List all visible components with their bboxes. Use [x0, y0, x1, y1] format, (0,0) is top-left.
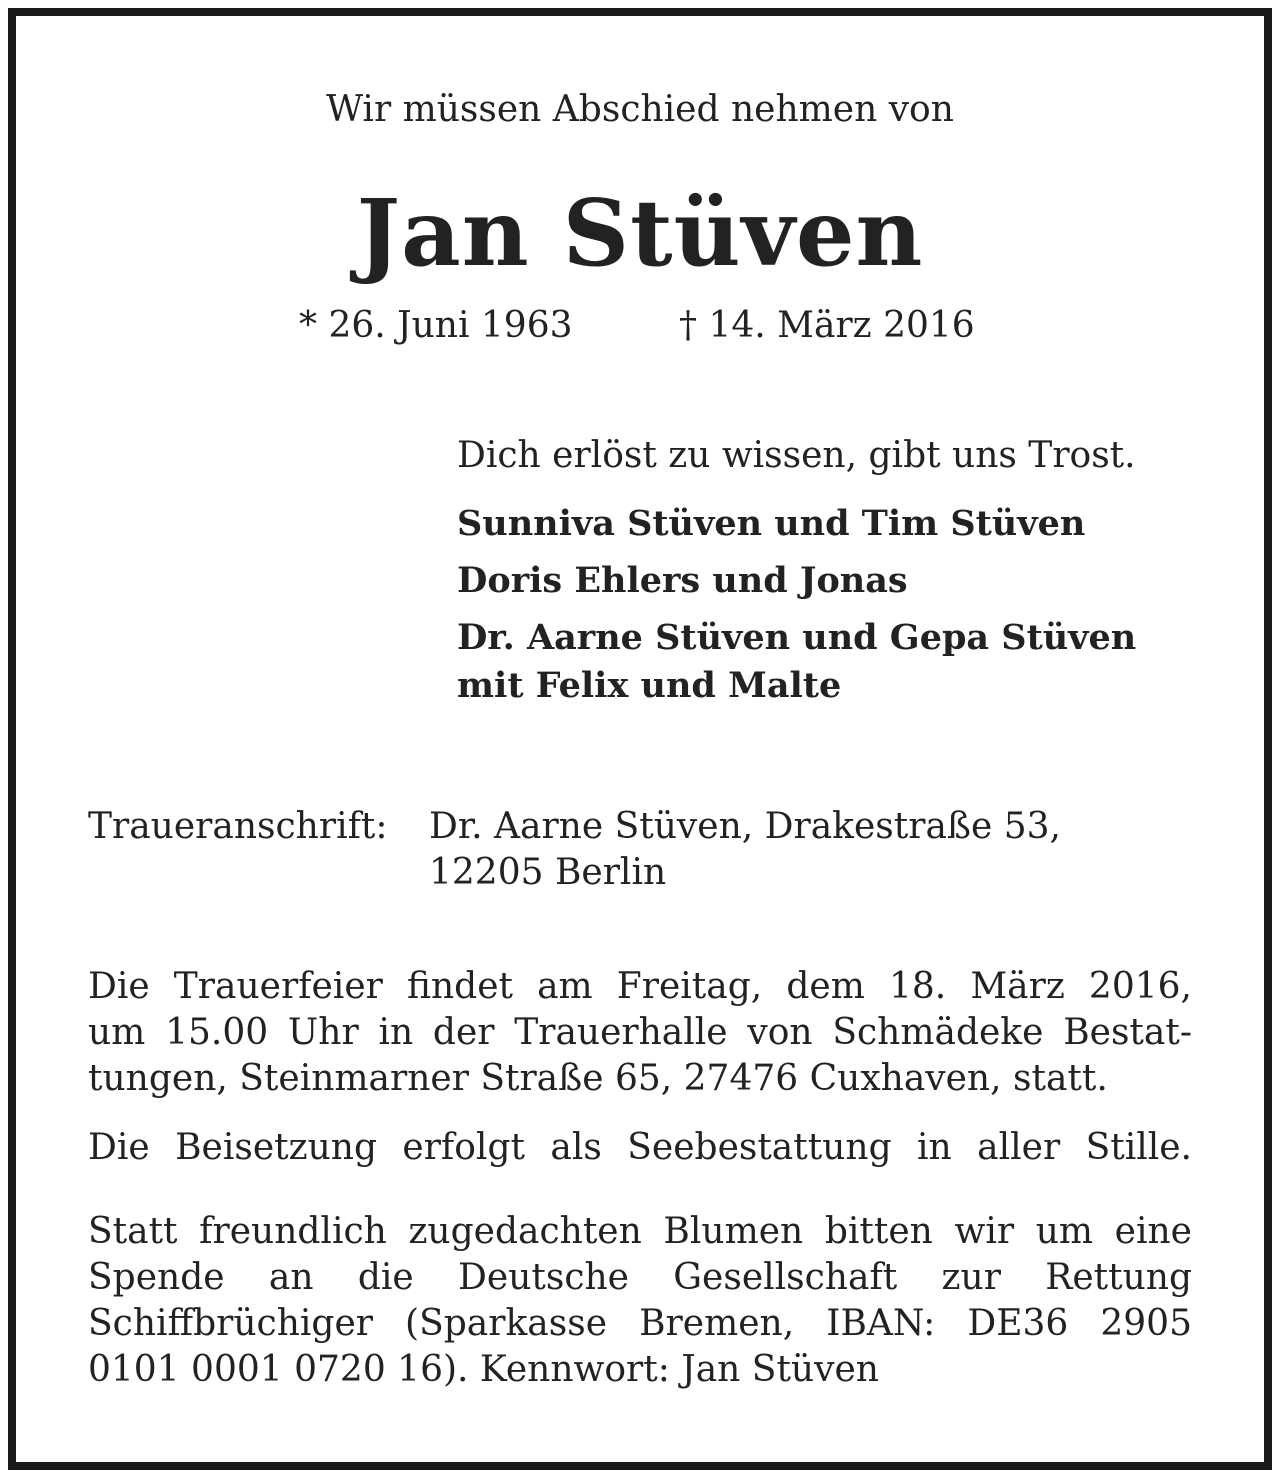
- mourner-line: Sunniva Stüven und Tim Stüven: [457, 503, 1086, 544]
- intro-line: Wir müssen Abschied nehmen von: [326, 89, 954, 130]
- ceremony-line: tungen, Steinmarner Straße 65, 27476 Cuxhaven, statt.: [88, 1058, 1108, 1099]
- mourner-line: mit Felix und Malte: [457, 665, 842, 706]
- deceased-name: Jan Stüven: [356, 179, 924, 287]
- donation-line: Spende an die Deutsche Gesellschaft zur Rettung: [88, 1257, 1192, 1298]
- obituary-notice: [8, 8, 1272, 1470]
- address-line: 12205 Berlin: [429, 852, 667, 893]
- mourner-line: Doris Ehlers und Jonas: [457, 560, 908, 601]
- donation-line: Statt freundlich zugedachten Blumen bitten wir um eine: [88, 1211, 1192, 1252]
- birth-date: * 26. Juni 1963: [299, 305, 573, 346]
- address-label: Traueranschrift:: [88, 806, 388, 847]
- ceremony-line: Die Trauerfeier findet am Freitag, dem 18. März 2016,: [88, 966, 1192, 1007]
- address-line: Dr. Aarne Stüven, Drakestraße 53,: [429, 806, 1061, 847]
- donation-line: Schiffbrüchiger (Sparkasse Bremen, IBAN: DE36 2905: [88, 1303, 1192, 1344]
- motto-line: Dich erlöst zu wissen, gibt uns Trost.: [457, 435, 1136, 476]
- mourner-line: Dr. Aarne Stüven und Gepa Stüven: [457, 617, 1137, 658]
- burial-line: Die Beisetzung erfolgt als Seebestattung in aller Stille.: [88, 1127, 1192, 1168]
- ceremony-line: um 15.00 Uhr in der Trauerhalle von Schmädeke Bestat-: [88, 1012, 1192, 1053]
- death-date: † 14. März 2016: [679, 305, 975, 346]
- donation-line: 0101 0001 0720 16). Kennwort: Jan Stüven: [88, 1349, 879, 1390]
